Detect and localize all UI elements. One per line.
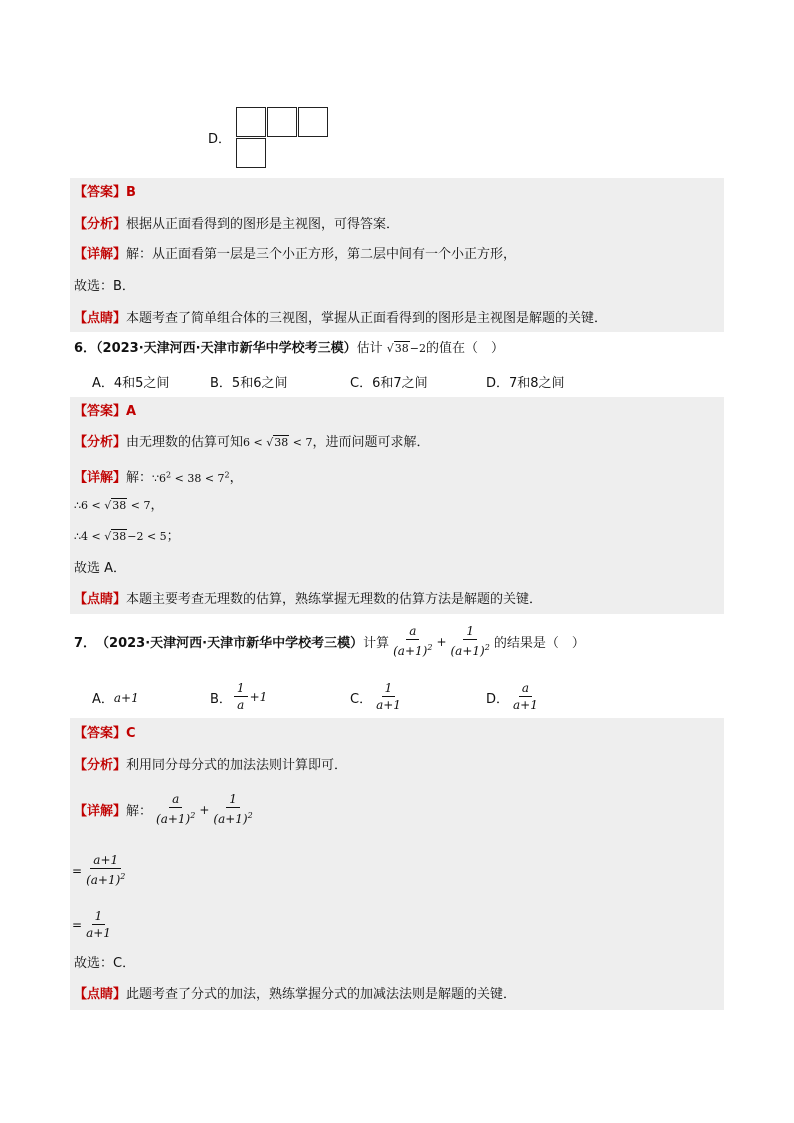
analysis-label: 【分析】 [74, 435, 127, 450]
denominator: a+1 [513, 698, 538, 712]
stem-text-end: 的值在（ ） [426, 341, 505, 356]
stem-text: 估计 [356, 341, 383, 356]
numerator: 1 [463, 624, 477, 640]
detail-text: 解：从正面看第一层是三个小正方形，第二层中间有一个小正方形， [126, 247, 517, 262]
denominator: $(a+1)^2$ [86, 872, 126, 887]
option-label: D． [486, 691, 510, 707]
option-label: B． [210, 691, 232, 707]
option-b[interactable]: B．5和6之间 [210, 376, 288, 391]
q5-analysis-row [74, 216, 399, 234]
fraction-one-over-square [211, 792, 254, 827]
q6-stem [74, 340, 504, 358]
detail-math-left: ∵6 [152, 471, 167, 485]
question-source: （2023·天津河西·天津市新华中学校考三模） [96, 341, 357, 356]
question-number: 6． [74, 341, 97, 356]
inequality-left: 6 < [243, 436, 263, 449]
option-label: C． [350, 691, 373, 707]
numerator: 1 [226, 792, 240, 808]
q7-answer-row [74, 725, 136, 743]
figure-square [236, 107, 266, 137]
q7-comment-row [74, 986, 516, 1004]
detail-math-right: < 38 < 7 [174, 471, 225, 485]
question-number: 7． [74, 636, 97, 651]
numerator: a [406, 624, 419, 640]
q6-detail-row [74, 466, 243, 488]
step2-math: ∴4 < √38−2 < 5 [74, 530, 167, 543]
q6-step1-row [74, 497, 163, 515]
step2-right: −2 < 5 [127, 530, 167, 543]
q5-answer-row [74, 184, 136, 202]
step1-punct: ， [150, 498, 164, 513]
analysis-text: 由无理数的估算可知 [126, 435, 244, 450]
option-label: A． [92, 692, 114, 707]
q6-step2-row [74, 528, 180, 546]
equals-sign: = [72, 918, 83, 932]
option-fraction [511, 681, 540, 713]
option-tail: +1 [249, 690, 268, 704]
detail-label: 【详解】 [74, 804, 127, 819]
detail-inequality: $\because 6^2 < 38 < 7^2$ [152, 470, 230, 485]
denominator: a+1 [376, 698, 401, 712]
option-d[interactable]: D．7和8之间 [486, 376, 565, 391]
option-math: a+1 [113, 690, 139, 705]
denominator: $(a+1)^2$ [156, 811, 196, 826]
answer-value: A [126, 404, 137, 419]
option-fraction [234, 681, 248, 713]
answer-value: C [126, 726, 136, 741]
q7-stem: 7． （2023·天津河西·天津市新华中学校考三模） 计算 $\frac{a}{(a+1)^2}$ + $\frac{1}{(a+1)^2}$ 的结果是（ ） [74, 624, 585, 658]
figure-square [267, 107, 297, 137]
stem-text: 计算 [363, 636, 390, 651]
comment-text: 此题考查了分式的加法，熟练掌握分式的加减法法则是解题的关键． [126, 987, 517, 1002]
numerator: 1 [92, 909, 106, 925]
option-b[interactable] [210, 681, 267, 713]
numerator: a [519, 681, 532, 697]
analysis-text: 根据从正面看得到的图形是主视图，可得答案． [126, 217, 400, 232]
comment-label: 【点睛】 [74, 987, 127, 1002]
comment-label: 【点睛】 [74, 311, 127, 326]
analysis-label: 【分析】 [74, 217, 127, 232]
denominator-base: (a+1) [213, 812, 248, 826]
detail-label: 【详解】 [74, 247, 127, 262]
option-c[interactable] [350, 681, 405, 713]
q6-solution-block [70, 397, 724, 614]
q5-choose-row: 故选：B． [74, 279, 135, 294]
radicand: 38 [274, 436, 289, 449]
analysis-text-end: ，进而问题可求解． [312, 435, 430, 450]
option-d-label: D． [208, 132, 232, 147]
denominator: $(a+1)^2$ [450, 643, 490, 658]
q6-analysis-row [74, 434, 430, 452]
figure-square [298, 107, 328, 137]
analysis-text: 利用同分母分式的加法法则计算即可． [126, 758, 348, 773]
denominator-base: (a+1) [156, 812, 191, 826]
stem-text-end: 的结果是（ ） [493, 636, 585, 651]
denominator: a+1 [86, 926, 111, 940]
step1-fraction [84, 853, 127, 888]
step2-left: ∴4 < [74, 530, 101, 543]
q5-comment-row [74, 310, 607, 328]
step2-punct: ； [166, 529, 180, 544]
fraction-a-over-square [154, 792, 197, 827]
radicand: 38 [112, 530, 127, 543]
option-c[interactable]: C．6和7之间 [350, 376, 428, 391]
numerator: a [169, 792, 182, 808]
q7-step1-row [72, 853, 129, 888]
answer-label: 【答案】 [74, 726, 127, 741]
step2-fraction [84, 909, 113, 941]
detail-text: 解： [126, 804, 153, 819]
figure-square [236, 138, 266, 168]
option-d[interactable] [486, 681, 542, 713]
radicand: 38 [112, 499, 127, 512]
q7-step2-row [72, 909, 115, 941]
denominator: $(a+1)^2$ [393, 643, 433, 658]
detail-text: 解： [126, 470, 153, 486]
analysis-label: 【分析】 [74, 758, 127, 773]
fraction-a-over-square [391, 624, 434, 659]
inequality: 6 < √38 < 7 [243, 436, 313, 449]
q6-choose-row: 故选 A． [74, 561, 127, 576]
step1-math: ∴6 < √38 < 7 [74, 499, 151, 512]
minus-two: −2 [409, 342, 426, 355]
comment-text: 本题考查了简单组合体的三视图，掌握从正面看得到的图形是主视图是解题的关键． [126, 311, 608, 326]
q7-detail-row: 【详解】 解： $\frac{a}{(a+1)^2}$ + $\frac{1}{(a+1)^2}$ [74, 792, 253, 826]
option-a[interactable] [92, 688, 139, 707]
option-a[interactable]: A．4和5之间 [92, 376, 170, 391]
numerator: 1 [382, 681, 396, 697]
detail-label: 【详解】 [74, 470, 127, 486]
q6-answer-row [74, 403, 136, 421]
comment-label: 【点睛】 [74, 592, 127, 607]
option-fraction [374, 681, 403, 713]
radicand: 38 [394, 342, 409, 355]
equals-sign: = [72, 863, 83, 878]
denominator-base: (a+1) [393, 644, 428, 658]
question-source: （2023·天津河西·天津市新华中学校考三模） [96, 636, 364, 651]
denominator: $(a+1)^2$ [213, 811, 253, 826]
step1-left: ∴6 < [74, 499, 101, 512]
answer-value: B [126, 185, 136, 200]
q7-analysis-row [74, 757, 347, 775]
fraction-one-over-square [449, 624, 492, 659]
denominator-base: (a+1) [86, 873, 121, 887]
q6-comment-row [74, 591, 542, 609]
q5-detail-row [74, 246, 516, 264]
denominator-base: (a+1) [450, 644, 485, 658]
comment-text: 本题主要考查无理数的估算，熟练掌握无理数的估算方法是解题的关键． [126, 592, 543, 607]
numerator: a+1 [90, 853, 121, 869]
q7-choose-row: 故选：C． [74, 956, 136, 971]
numerator: 1 [234, 681, 248, 697]
step1-right: < 7 [130, 499, 151, 512]
answer-label: 【答案】 [74, 404, 127, 419]
inequality-right: < 7 [292, 436, 313, 449]
sqrt-expression: √38−2 [386, 342, 426, 355]
denominator: a [237, 698, 245, 712]
answer-label: 【答案】 [74, 185, 127, 200]
detail-punct: ， [229, 470, 243, 486]
